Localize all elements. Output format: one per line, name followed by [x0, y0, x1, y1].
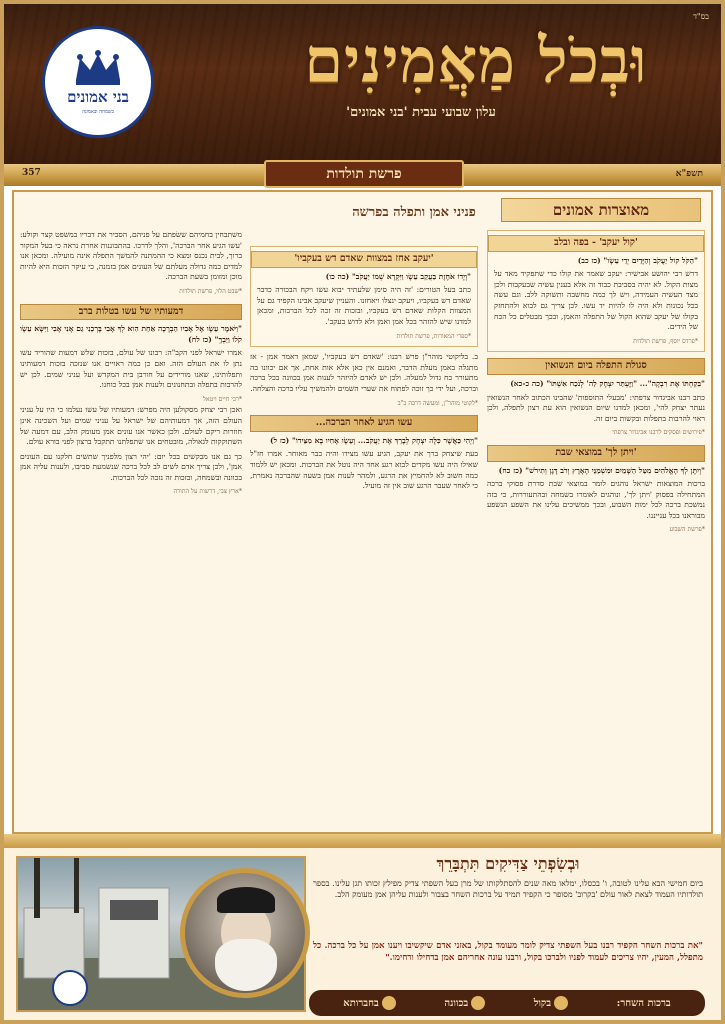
right-column: [487, 230, 705, 828]
article-body: ואכן רבי יצחק מסקולען היה מפרש: דמעותיו של עשו נעלמו כי היו על עניני העולם הזה, אך דמעותיהם של ישראל על עניני שמים ועל השכינה אינן חוזרות ריקם לעולם. ולכן כאשר אנו עונים אמן מעומק הלב, עם דמעה של השתוקקות לגאולה, מובטחים אנו שתפלתנו תתקבל ברצון לפני בורא עולם.: [20, 405, 242, 447]
check-icon: [554, 996, 568, 1010]
article-title: 'יעקב אחז במצוות שאדם דש בעקביו': [251, 251, 477, 268]
article-source: *פרדס יוסף, פרשת תולדות: [633, 337, 698, 345]
newsletter-subtitle: עלון שבועי עבית 'בני אמונים': [346, 105, 496, 120]
article-body: ב. בליקוטי מוהר"ן פרש רבנו: 'שאדם דש בעקביו', שמאן דאמר אמן - אז מתגלה באמן מעלת הדבר, ואמנם אין כאן אלא אות אחת, אך אם יכוונו בה מתעורר כח גדול למעלה. ולכן יש לאדם להיזהר לענות אמן בכוונה בכל ברכה וברכה, ועל ידי כך זוכה לפתוח את שערי השמים ולהמשיך עליו ברכה והצלחה.: [250, 352, 478, 393]
article-verse: "הַקֹּל קוֹל יַעֲקֹב וְהַיָּדַיִם יְדֵי עֵשָׂו" (כז כב): [577, 255, 698, 265]
section-title: דמעותיו של עשו בטלות ברב: [20, 304, 242, 321]
article-source: *שבט הלוי, פרשת תולדות: [179, 287, 242, 295]
article-source: *ספרי המאורות, פרשת תולדות: [396, 332, 471, 340]
article-body: משתבחין בחמיהם ששׂפתם על פניהם, הסביר את דבריו במשפט קצר וקולע: 'עשו הגיע אחר הברכה', והלך לדרכו. בהתבוננות אחרת נראה כי בעל המקור ברוך, לבית נכנס ומצא כי ההמתנה להמשך התפלה אינה מועילה. ומכאן אנו למדים כמה גדולה מעלתם של העונים אמן בזמנה, כי עיקר הזכות היא להיות מוכן ומזומן בשעת הברכה.: [20, 230, 242, 282]
portrait-hat: [217, 887, 275, 913]
middle-column: [250, 246, 478, 828]
section-title: עשו הגיע לאחר הברכה...: [250, 415, 478, 432]
tzadik-section-title: וּבְשִׂפְתֵי צַדִּיקִים תִּתְבָּרֵךְ: [436, 854, 580, 873]
article-body: כתב בעל הטורים: 'זה היה סימן שלעתיד יבוא עשו ויקח הבכורה כדבר שאדם דש בעקביו, ויעקב ינצלו ויאחזנו. והעניין שיעקב אבינו הקפיד גם על המצוות הקלות שאדם דש בעקביו, ובזכות זה זכה לכל הברכות, ומכאן למדנו שיש להזהר בכל אמן ואמן ולא לדוש בעקב'.: [257, 285, 471, 326]
section-verse: "וַיְהִי כַּאֲשֶׁר כִּלָּה יִצְחָק לְבָרֵךְ אֶת יַעֲקֹב... וְעֵשָׂו אָחִיו בָּא מִצֵּידוֹ" (כז ל): [270, 435, 478, 445]
article-source: *ארץ צבי, דרשות על התורה: [173, 488, 242, 496]
section-body: בעת שיצחק ברך את יעקב, הגיע עשו מצידו והיה כבר מאוחר. אמרו חז"ל שאילו היה עשו מקדים לבוא רגע אחד היה נוטל את הברכות. ומכאן יש ללמוד כמה חשוב לא להחמיץ את הרגע, ולמהר לענות אמן בשעה שהברכה נאמרת, כי לאחר שעבר הרגע שוב אין זה מועיל.: [250, 449, 478, 491]
blessing-label: ברכות השחר:: [616, 997, 671, 1009]
article-box: [487, 230, 705, 352]
blessing-item: בחברותא: [343, 996, 396, 1010]
portrait-beard: [215, 939, 277, 991]
article-box: [250, 246, 478, 347]
newsletter-title: וּבְכֹל מַאֲמִינִים: [304, 24, 648, 97]
tzadik-quote: "את ברכות השחר הקפיד רבנו בעל השפתי צדיק לומר מעומד בקול, באזני אדם שיקשיבו ויענו אמן על כל ברכה. כל מתפלל, המעין, יהיו צריכים לעמוד לפניו ולברכו בקול, ורבנו עונה אחריהם אמן בדחילו ורחימו.": [313, 941, 703, 963]
header: [4, 4, 721, 164]
tzadik-section-text: ביום חמישי הבא עלינו לטובה, ו' בכסלו, ימלאו מאה שנים להסתלקותו של מרן בעל השפתי צדיק מפילץ זכותו תגן עלינו. בספר תולדותיו העמוד לצאת לאור עולם 'בקרוב' מסופר כי הקפיד תמיד על ברכות השחר בצבור ולענות עליהן אמן מעומק הלב.: [313, 879, 703, 899]
section-body: כתב רבנו אביגדור צרפתי: 'מבעלי התוספות' שהבינו הכתוב לאחר הנשואין נעתר יצחק להי', ומכאן למדנו שיום הנשואין הוא עת רצון לתפלה, ולכן ראוי להרבות בתפלות ובקשות ביום זה.: [487, 392, 705, 423]
section-source: *רבי חיים ויטאל: [203, 395, 242, 403]
section-verse: "בִּקַחְתּוֹ אֶת רִבְקָה"... "וַיֶּעְתַּר יִצְחָק לַה' לְנֹכַח אִשְׁתּוֹ" (כה כ-כא): [510, 378, 705, 388]
left-column: [20, 230, 242, 828]
article-source: *לקוטי מוהר"ן, ומעשה דרבה ב"ב: [397, 399, 478, 407]
logo-tagline: בשמחה ובאמונה: [82, 108, 114, 115]
article-body: כך גם אנו מבקשים בכל יום: 'יהי רצון מלפניך שתשים חלקנו עם העונים אמן', ולכן צריך אדם לשים לב לכל ברכה שנשמעת סביבו, ולענות עליה אמן בכוונה ובשמחה, ובזכות זה נזכה לכל הברכות.: [20, 451, 242, 482]
section-body: ברכות המוצאות ישראל נוהגים לומר במוצאי שבת סדרת פסוקי ברכה המתחילה בפסוק 'ויתן לך', ונוהגים לאומרו בשמחה ובהתעוררות, כי בזה נמשכת ברכה לכל ימות השבוע, ובכך ממשיכים עלינו את השפע הנשפע מבוראנו בכל ענייננו.: [487, 479, 705, 520]
article-body: דרש רבי יהושע אבישיר: יעקב שאמר את קולו כדי שתפקיד מאד על מצות הקול. לא יהיה בסביבת כבוד זה אלא בענין עשיה שבעקבות ולכן מצד העשיה העמידה, ויש לך כמה מחשבה ותשוקה ללב. וגם עשה בכל נכונות ולא היה לו להיות יד עשו. לכן צריך גם לבוא ולהתחזק בקולו של יעקב שהוא הקול של התפלה והאמן, ובכך מבטלים כל הכח של הידים.: [494, 269, 698, 332]
blessing-bar: [309, 990, 705, 1016]
logo-name: בני אמונים: [67, 87, 129, 106]
middle-column-heading: פניני אמן ותפלה בפרשה: [352, 205, 476, 220]
blessing-item: בקול: [534, 996, 568, 1010]
small-logo: [52, 970, 88, 1006]
gold-band: [4, 834, 721, 848]
right-column-heading: מאוצרות אמונים: [501, 198, 701, 222]
section-title: סגולת התפלה ביום הנשואין: [487, 358, 705, 375]
check-icon: [471, 996, 485, 1010]
section-body: אמרו ישראל לפני הקב"ה: רבונו של עולם, בזכות שלש דמעות שהוריד עשו נתן לו את העולם הזה. ואם כן כמה ראויים אנו שנזכה בזכות דמעותינו ותפלותינו, שאנו מורידים על חורבן בית המקדש ועל עניני שמים. לכן יש להרבות בתפלה ובתחנונים ולענות אמן בכל כוחנו.: [20, 348, 242, 390]
check-icon: [382, 996, 396, 1010]
section-title: 'ויתן לך' במוצאי שבת: [487, 445, 705, 462]
section-source: *פרשת השבוע: [669, 526, 705, 534]
article-verse: "וְיָדוֹ אֹחֶזֶת בַּעֲקֵב עֵשָׂו וַיִּקְרָא שְׁמוֹ יַעֲקֹב" (כה כו): [325, 271, 471, 281]
section-source: *פירושים ופסקים לרבנו אביגדור צרפתי: [612, 429, 705, 437]
rabbi-portrait: [180, 868, 310, 998]
organization-logo: [42, 26, 154, 138]
bsd-mark: בס"ד: [693, 12, 709, 21]
article-title: 'קול יעקב' - בפה ובלב: [488, 235, 704, 252]
blessing-item: בכוונה: [444, 996, 485, 1010]
year: תשפ"א: [675, 169, 703, 179]
crown-icon: [72, 50, 124, 86]
section-verse: "וְיִתֶּן לְךָ הָאֱלֹהִים מִטַּל הַשָּׁמַיִם וּמִשְׁמַנֵּי הָאָרֶץ וְרֹב דָּגָן וְתִירֹשׁ" (כז כח): [498, 465, 705, 475]
section-verse: "וַיֹּאמֶר עֵשָׂו אֶל אָבִיו הַבְרָכָה אַחַת הִוא לְךָ אָבִי בָּרְכֵנִי גַם אָנִי אָבִי וַיִּשָּׂא עֵשָׂו קֹלוֹ וַיֵּבְךְּ" (כז לח): [20, 324, 242, 344]
issue-number: 357: [22, 168, 41, 178]
parasha-label: פרשת תולדות: [264, 160, 464, 188]
